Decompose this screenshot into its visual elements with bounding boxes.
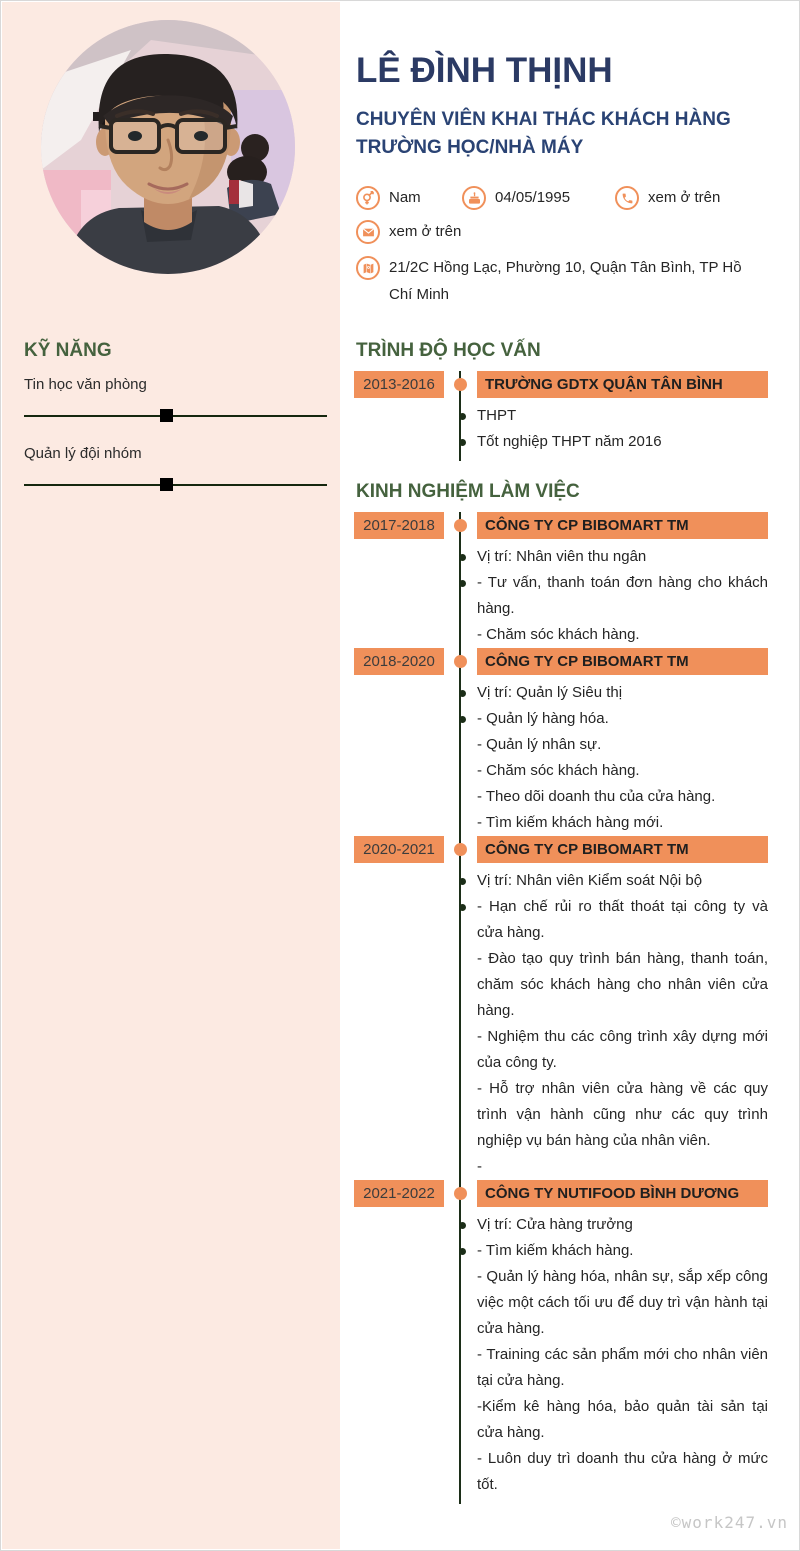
contact-phone: [615, 186, 720, 210]
timeline-entry: [354, 836, 768, 1180]
timeline-item-text: - Training các sản phẩm mới cho nhân viên tại cửa hàng.: [477, 1346, 768, 1389]
map-marker-icon: [356, 256, 380, 280]
timeline-sections: [341, 340, 798, 1498]
timeline-dot: [454, 1187, 467, 1200]
email-icon: [356, 220, 380, 244]
section-title-education: TRÌNH ĐỘ HỌC VẤN: [356, 340, 541, 361]
birthday-value: 04/05/1995: [495, 189, 571, 206]
timeline-item-text: - Hỗ trợ nhân viên cửa hàng về các quy trình vận hành cũng như các quy trình nghiệp vụ bán hàng của nhân viên.: [477, 1080, 768, 1149]
timeline-heading: CÔNG TY CP BIBOMART TM: [477, 512, 768, 539]
skill-level-handle[interactable]: [160, 409, 173, 422]
timeline-entry: [354, 371, 768, 455]
gender-value: Nam: [389, 189, 421, 206]
timeline-item-text: Vị trí: Nhân viên thu ngân: [477, 548, 647, 565]
timeline-item-text: - Chăm sóc khách hàng.: [477, 626, 640, 643]
timeline-item-text: Vị trí: Quản lý Siêu thị: [477, 684, 623, 701]
timeline-heading: TRƯỜNG GDTX QUẬN TÂN BÌNH: [477, 371, 768, 398]
timeline-item: [477, 894, 768, 1180]
timeline-heading: CÔNG TY NUTIFOOD BÌNH DƯƠNG: [477, 1180, 768, 1207]
timeline-item-text: -: [477, 1158, 482, 1175]
timeline-item: [477, 1212, 768, 1238]
timeline-heading: CÔNG TY CP BIBOMART TM: [477, 648, 768, 675]
timeline-content: [477, 371, 768, 455]
avatar: [41, 20, 295, 274]
watermark: ©work247.vn: [671, 1513, 788, 1532]
timeline-content: [477, 1180, 768, 1498]
sidebar: [2, 2, 340, 1549]
timeline-item: [477, 680, 768, 706]
timeline-line: [444, 648, 477, 836]
timeline-item-text: THPT: [477, 407, 517, 424]
skill-label: Tin học văn phòng: [24, 376, 147, 393]
timeline-dot: [454, 378, 467, 391]
skills-list: [24, 376, 324, 486]
timeline-item: [477, 570, 768, 648]
skills-section: [24, 340, 324, 514]
timeline-item-text: - Quản lý hàng hóa, nhân sự, sắp xếp công việc một cách tối ưu để duy trì vận hành tại cửa hàng.: [477, 1268, 768, 1337]
timeline-dot: [454, 519, 467, 532]
candidate-name: LÊ ĐÌNH THỊNH: [356, 51, 613, 90]
contact-row: [356, 220, 768, 244]
timeline-entry: [354, 648, 768, 836]
timeline-item-text: Vị trí: Nhân viên Kiểm soát Nội bộ: [477, 872, 703, 889]
timeline-item-text: - Theo dõi doanh thu của cửa hàng.: [477, 788, 716, 805]
address-value: 21/2C Hồng Lạc, Phường 10, Quận Tân Bình, TP Hồ Chí Minh: [389, 259, 742, 303]
timeline-heading: CÔNG TY CP BIBOMART TM: [477, 836, 768, 863]
timeline-item: [477, 544, 768, 570]
skill-label: Quản lý đội nhóm: [24, 445, 142, 462]
timeline-line: [444, 836, 477, 1180]
contact-info: [356, 186, 768, 308]
contact-birthday: [462, 186, 615, 210]
timeline-item-text: Vị trí: Cửa hàng trưởng: [477, 1216, 633, 1233]
contact-address: [356, 254, 768, 308]
timeline-item-text: -Kiểm kê hàng hóa, bảo quản tài sản tại cửa hàng.: [477, 1398, 768, 1441]
timeline-content: [477, 648, 768, 836]
skill-level-track[interactable]: [24, 484, 327, 486]
timeline-entry: [354, 512, 768, 648]
timeline-dot: [454, 655, 467, 668]
section-title-experience: KINH NGHIỆM LÀM VIỆC: [356, 481, 580, 502]
contact-gender: [356, 186, 462, 210]
timeline-item-text: - Chăm sóc khách hàng.: [477, 762, 640, 779]
skill-level-track[interactable]: [24, 415, 327, 417]
email-value: xem ở trên: [389, 223, 462, 240]
timeline-item-text: - Hạn chế rủi ro thất thoát tại công ty và cửa hàng.: [477, 898, 768, 941]
gender-icon: [356, 186, 380, 210]
skills-title: KỸ NĂNG: [24, 340, 112, 361]
timeline-item: [477, 403, 768, 429]
timeline-item-text: - Nghiệm thu các công trình xây dựng mới của công ty.: [477, 1028, 768, 1071]
timeline-content: [477, 836, 768, 1180]
contact-row: [356, 254, 768, 308]
timeline-dot: [454, 843, 467, 856]
timeline-period: 2017-2018: [354, 512, 444, 539]
timeline-item-text: - Đào tạo quy trình bán hàng, thanh toán, chăm sóc khách hàng cho nhân viên cửa hàng.: [477, 950, 768, 1019]
timeline-item-text: Tốt nghiệp THPT năm 2016: [477, 433, 662, 450]
timeline-item: [477, 429, 768, 455]
phone-icon: [615, 186, 639, 210]
skill-item: [24, 376, 324, 417]
skill-level-handle[interactable]: [160, 478, 173, 491]
timeline-item-text: - Tìm kiếm khách hàng mới.: [477, 814, 664, 831]
timeline-entry: [354, 1180, 768, 1498]
timeline-period: 2013-2016: [354, 371, 444, 398]
main-column: [341, 2, 798, 1498]
candidate-job-title: CHUYÊN VIÊN KHAI THÁC KHÁCH HÀNG TRƯỜNG HỌC/NHÀ MÁY: [356, 109, 731, 158]
contact-row: [356, 186, 768, 210]
timeline-period: 2021-2022: [354, 1180, 444, 1207]
avatar-illustration: [41, 20, 295, 274]
timeline-item-text: - Luôn duy trì doanh thu cửa hàng ở mức tốt.: [477, 1450, 768, 1493]
phone-value: xem ở trên: [648, 189, 721, 206]
timeline-item: [477, 868, 768, 894]
timeline-content: [477, 512, 768, 648]
timeline-item: [477, 706, 768, 836]
skill-item: [24, 445, 324, 486]
timeline-period: 2018-2020: [354, 648, 444, 675]
timeline-item-text: - Tư vấn, thanh toán đơn hàng cho khách hàng.: [477, 574, 768, 617]
timeline-period: 2020-2021: [354, 836, 444, 863]
timeline-item-text: - Tìm kiếm khách hàng.: [477, 1242, 634, 1259]
contact-email: [356, 220, 461, 244]
timeline-item: [477, 1238, 768, 1498]
timeline-item-text: - Quản lý hàng hóa.: [477, 710, 609, 727]
timeline-item-text: - Quản lý nhân sự.: [477, 736, 602, 753]
birthday-cake-icon: [462, 186, 486, 210]
